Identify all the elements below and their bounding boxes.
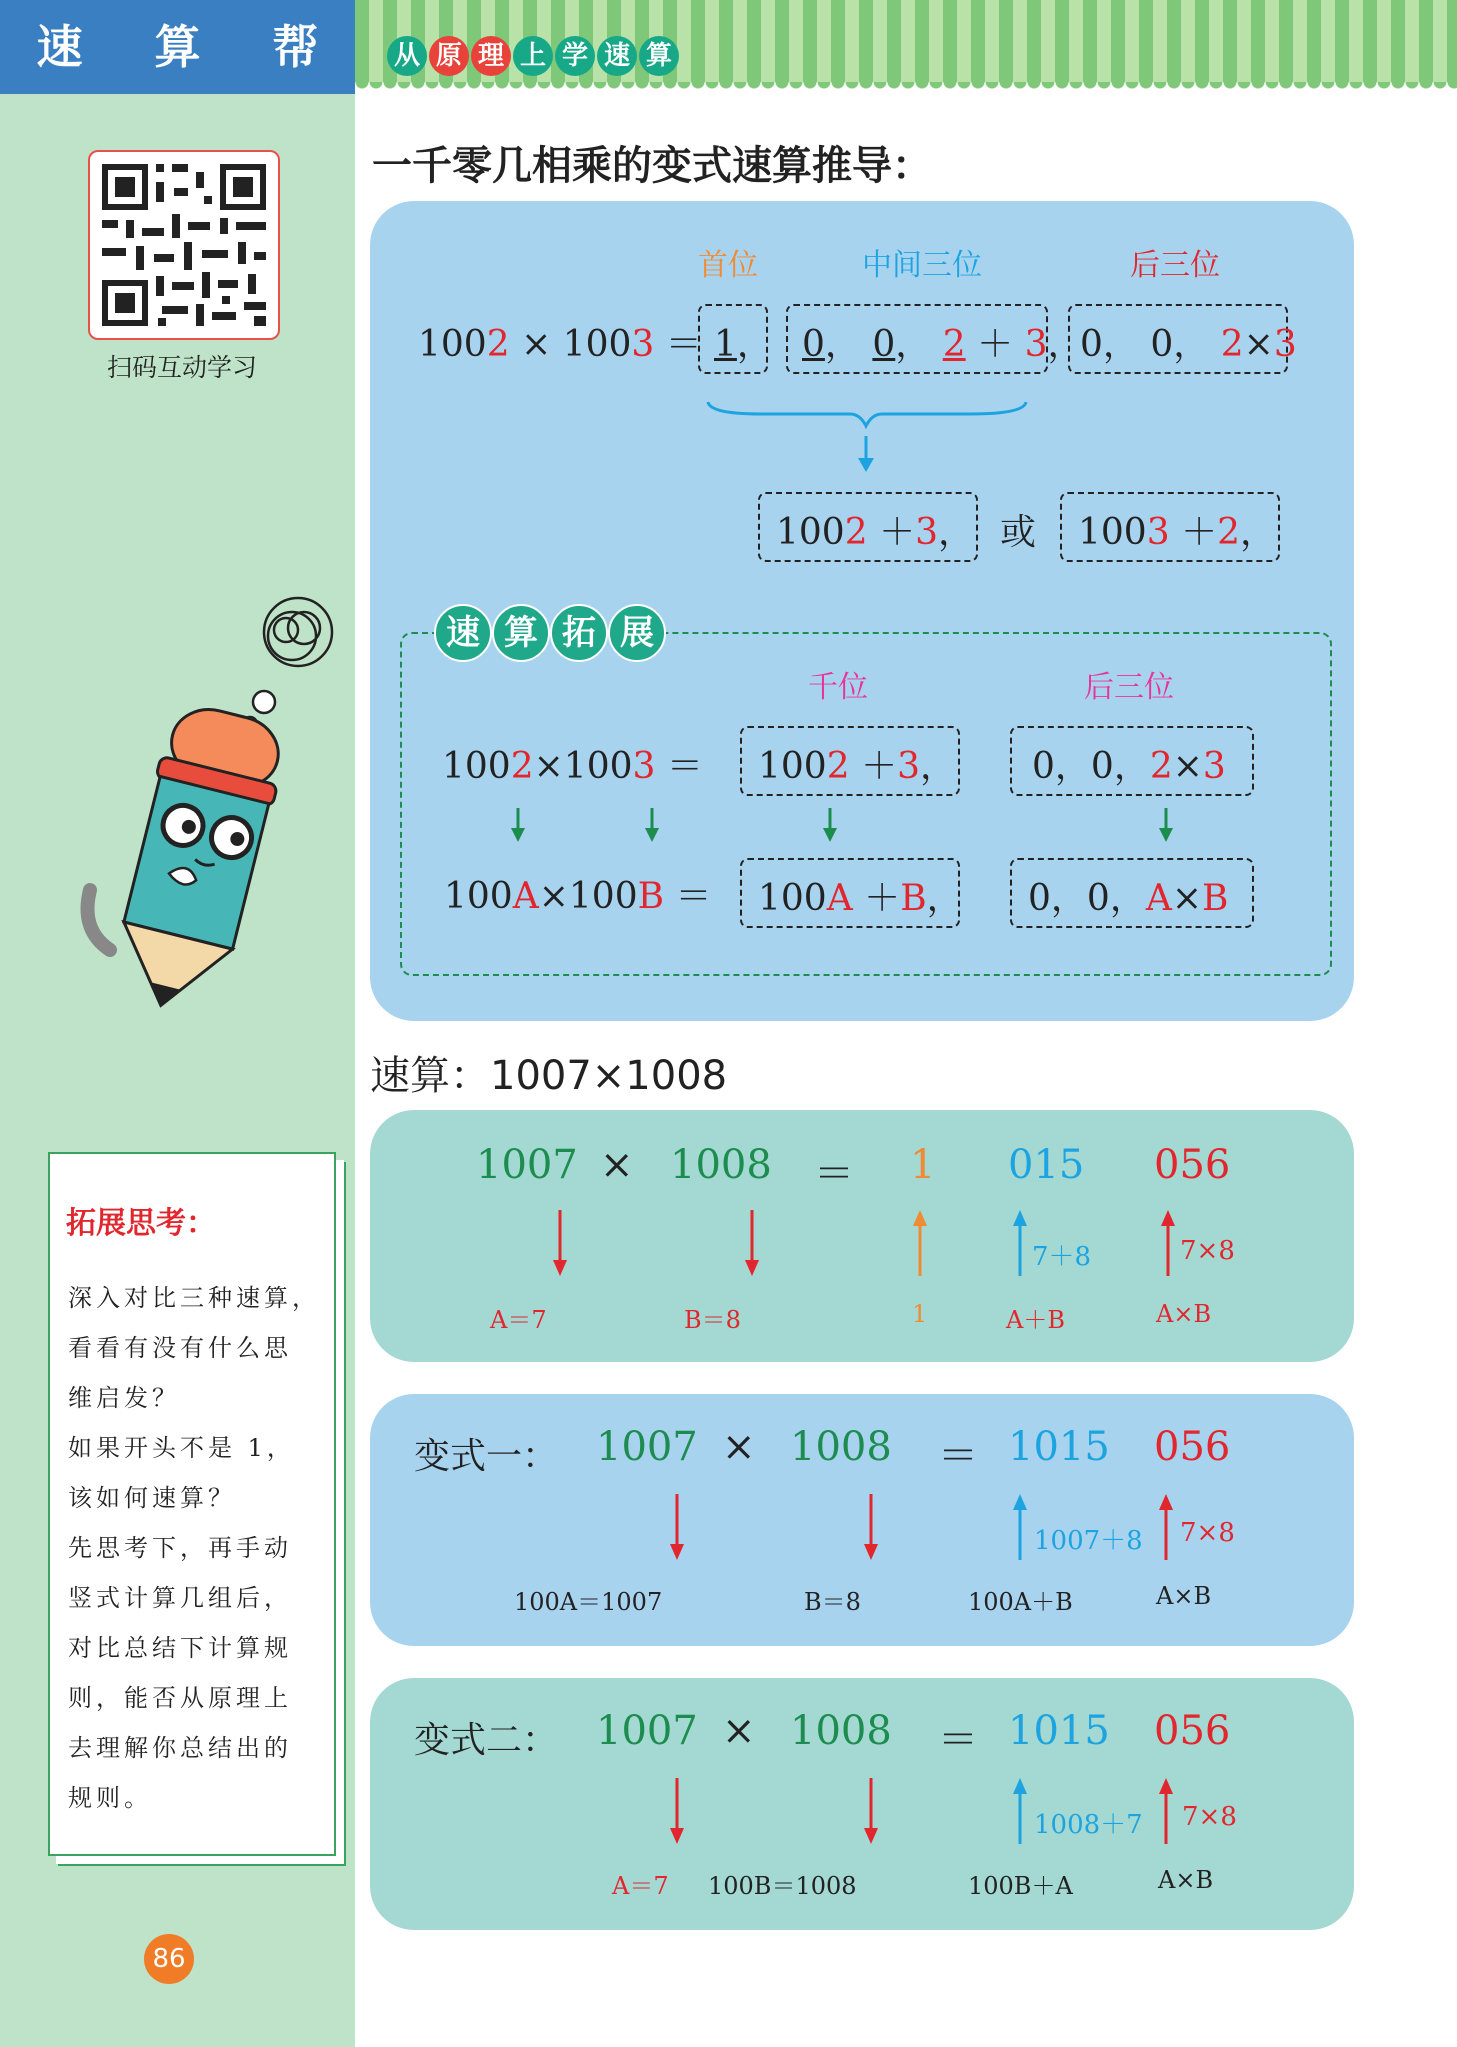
times-sign: × bbox=[533, 746, 564, 787]
a-prefix: 100 bbox=[444, 876, 513, 917]
v1-label-b: B＝8 bbox=[804, 1588, 861, 1616]
tip-line: 深入对比三种速算， bbox=[68, 1284, 320, 1312]
v1-r1: 1015 bbox=[1008, 1424, 1110, 1470]
tip-line: 先思考下，再手动 bbox=[68, 1534, 292, 1562]
a-digit: 2 bbox=[486, 324, 510, 365]
label-last-three: 后三位 bbox=[1084, 670, 1174, 705]
prefix: 100 bbox=[758, 746, 827, 787]
plus-sign: ＋ bbox=[864, 878, 901, 919]
qr-code-icon bbox=[90, 152, 278, 338]
variant2-label: 变式二： bbox=[414, 1720, 559, 1761]
digit: 2 bbox=[844, 512, 868, 553]
ext-row2-lhs bbox=[444, 868, 712, 919]
extension-badge bbox=[434, 604, 666, 662]
v2-times: × bbox=[722, 1708, 756, 1754]
v1-label-a: 100A＝1007 bbox=[514, 1588, 663, 1616]
equation-lhs bbox=[418, 316, 702, 367]
v1-note-r2: 7×8 bbox=[1180, 1518, 1235, 1548]
comma: ， bbox=[1047, 324, 1084, 365]
page-number: 86 bbox=[144, 1934, 194, 1984]
main-arrows-icon bbox=[540, 1206, 1240, 1286]
ext-row2-box2 bbox=[1010, 858, 1254, 928]
digit: 3 bbox=[897, 746, 920, 787]
tip-line: 该如何速算？ bbox=[68, 1484, 236, 1512]
times-sign: × bbox=[1172, 746, 1203, 787]
v2-label-a: A＝7 bbox=[612, 1872, 669, 1900]
prefix: 100 bbox=[758, 878, 827, 919]
b-prefix: 100 bbox=[563, 746, 633, 787]
digit: A bbox=[1145, 878, 1172, 919]
b-prefix: 100 bbox=[562, 324, 632, 365]
main-label-b: B＝8 bbox=[684, 1306, 741, 1334]
tip-line: 则，能否从原理上 bbox=[68, 1684, 292, 1712]
v2-r1: 1015 bbox=[1008, 1708, 1110, 1754]
tip-line: 规则。 bbox=[68, 1784, 152, 1812]
ext-row1-box1 bbox=[740, 726, 960, 796]
v2-r2: 056 bbox=[1154, 1708, 1231, 1754]
header-stripe-edge bbox=[355, 82, 1457, 96]
digit: 0 bbox=[872, 324, 896, 365]
comma: ， bbox=[920, 746, 957, 787]
comma: ， bbox=[1102, 324, 1139, 365]
v1-b: 1008 bbox=[790, 1424, 892, 1470]
main-r3: 056 bbox=[1154, 1142, 1231, 1188]
digit: 0 bbox=[1086, 878, 1110, 919]
main-b: 1008 bbox=[670, 1142, 772, 1188]
label-thousands: 千位 bbox=[808, 670, 868, 705]
main-r1: 1 bbox=[910, 1142, 936, 1188]
pencil-mascot-icon bbox=[70, 590, 360, 1030]
a-digit: A bbox=[512, 876, 539, 917]
times-sign: × bbox=[538, 876, 569, 917]
a-prefix: 100 bbox=[418, 324, 487, 365]
tip-line: 看看有没有什么思 bbox=[68, 1334, 292, 1362]
or-word: 或 bbox=[1000, 512, 1037, 553]
digit: 0 bbox=[1090, 746, 1114, 787]
tip-line: 对比总结下计算规 bbox=[68, 1634, 292, 1662]
times-sign: × bbox=[1171, 878, 1203, 919]
slogan-char: 学 bbox=[555, 36, 595, 76]
comma: ， bbox=[1113, 746, 1150, 787]
v2-note-r1: 1008＋7 bbox=[1034, 1810, 1143, 1840]
ext-row2-box1 bbox=[740, 858, 963, 928]
digit: 0 bbox=[802, 324, 825, 365]
v2-label-b: 100B＝1008 bbox=[708, 1872, 857, 1900]
badge-char: 速 bbox=[434, 604, 492, 662]
slogan bbox=[387, 36, 679, 80]
main-label-a: A＝7 bbox=[490, 1306, 547, 1334]
comma: ， bbox=[824, 324, 861, 365]
qr-code[interactable] bbox=[88, 150, 280, 340]
v1-equals: ＝ bbox=[938, 1433, 978, 1479]
badge-char: 拓 bbox=[550, 604, 608, 662]
alternative-box-2 bbox=[1060, 492, 1280, 562]
v2-note-r2: 7×8 bbox=[1182, 1802, 1237, 1832]
slogan-char: 理 bbox=[471, 36, 511, 76]
plus-sign: ＋ bbox=[879, 512, 916, 553]
slogan-char: 原 bbox=[429, 36, 469, 76]
main-label-2: A＋B bbox=[1006, 1306, 1065, 1334]
comma: ， bbox=[1173, 324, 1210, 365]
v2-a: 1007 bbox=[596, 1708, 698, 1754]
comma: ， bbox=[1109, 878, 1146, 919]
v1-r2: 056 bbox=[1154, 1424, 1231, 1470]
b-digit: 3 bbox=[632, 746, 656, 787]
digit: B bbox=[900, 878, 927, 919]
b-prefix: 100 bbox=[568, 876, 638, 917]
prefix: 100 bbox=[1078, 512, 1147, 553]
ext-row1-lhs bbox=[442, 738, 703, 789]
v1-label-1: 100A＋B bbox=[968, 1588, 1073, 1616]
comma: ， bbox=[926, 878, 963, 919]
digit: 3 bbox=[1024, 324, 1048, 365]
tip-title: 拓展思考： bbox=[66, 1206, 216, 1241]
comma: ， bbox=[1050, 878, 1087, 919]
tip-card bbox=[48, 1152, 336, 1856]
tip-line: 去理解你总结出的 bbox=[68, 1734, 292, 1762]
middle-digits-box bbox=[786, 304, 1084, 374]
alternative-box-1 bbox=[758, 492, 978, 562]
badge-char: 算 bbox=[492, 604, 550, 662]
comma: ， bbox=[1054, 746, 1091, 787]
slogan-char: 上 bbox=[513, 36, 553, 76]
equals-sign: ＝ bbox=[666, 746, 703, 787]
main-label-3: A×B bbox=[1156, 1300, 1212, 1328]
v2-label-1: 100B＋A bbox=[968, 1872, 1073, 1900]
first-digit-box bbox=[698, 304, 773, 374]
variant1-label: 变式一： bbox=[414, 1436, 559, 1477]
digit: 0 bbox=[1080, 324, 1103, 365]
digit: 2 bbox=[942, 324, 966, 365]
label-first-digit: 首位 bbox=[698, 248, 758, 283]
a-digit: 2 bbox=[510, 746, 534, 787]
plus-sign: ＋ bbox=[1181, 512, 1218, 553]
digit: 0 bbox=[1150, 324, 1174, 365]
v1-a: 1007 bbox=[596, 1424, 698, 1470]
a-prefix: 100 bbox=[442, 746, 511, 787]
digit: 2 bbox=[826, 746, 850, 787]
equals-sign: ＝ bbox=[675, 876, 712, 917]
brand-title: 速 算 帮 bbox=[0, 0, 355, 94]
badge-char: 展 bbox=[608, 604, 666, 662]
main-a: 1007 bbox=[476, 1142, 578, 1188]
comma: ， bbox=[895, 324, 932, 365]
digit: A bbox=[826, 878, 853, 919]
main-label-1: 1 bbox=[912, 1300, 928, 1328]
qr-label: 扫码互动学习 bbox=[106, 353, 257, 382]
digit: 3 bbox=[915, 512, 938, 553]
digit: 3 bbox=[1273, 324, 1297, 365]
times-sign: × bbox=[1243, 324, 1274, 365]
tip-line: 维启发？ bbox=[68, 1384, 180, 1412]
main-r2: 015 bbox=[1008, 1142, 1085, 1188]
ext-row1-box2 bbox=[1010, 726, 1254, 796]
plus-sign: ＋ bbox=[977, 324, 1014, 365]
digit: 0 bbox=[1028, 878, 1051, 919]
v2-equals: ＝ bbox=[938, 1717, 978, 1763]
digit: 2 bbox=[1220, 324, 1244, 365]
main-note-r3: 7×8 bbox=[1180, 1236, 1235, 1266]
digit: 2 bbox=[1217, 512, 1240, 553]
down-arrows-icon bbox=[500, 806, 1200, 846]
prefix: 100 bbox=[776, 512, 845, 553]
comma: ， bbox=[1240, 512, 1277, 553]
equals-sign: ＝ bbox=[665, 324, 702, 365]
slogan-char: 算 bbox=[639, 36, 679, 76]
tip-line: 竖式计算几组后， bbox=[68, 1584, 292, 1612]
b-digit: 3 bbox=[631, 324, 655, 365]
digit: 1 bbox=[714, 324, 737, 365]
digit: B bbox=[1202, 878, 1229, 919]
section2-title: 速算：1007×1008 bbox=[370, 1053, 728, 1099]
v1-times: × bbox=[722, 1424, 756, 1470]
main-times: × bbox=[600, 1142, 634, 1188]
comma: ， bbox=[736, 324, 773, 365]
digit: 2 bbox=[1149, 746, 1173, 787]
b-digit: B bbox=[637, 876, 665, 917]
digit: 3 bbox=[1146, 512, 1170, 553]
main-note-r2: 7＋8 bbox=[1032, 1242, 1092, 1272]
label-middle-digits: 中间三位 bbox=[862, 248, 982, 283]
v1-note-r1: 1007＋8 bbox=[1034, 1526, 1143, 1556]
slogan-char: 从 bbox=[387, 36, 427, 76]
times-sign: × bbox=[521, 324, 552, 365]
tip-line: 如果开头不是 1， bbox=[68, 1434, 295, 1462]
digit: 3 bbox=[1202, 746, 1226, 787]
last-digits-box bbox=[1068, 304, 1297, 374]
plus-sign: ＋ bbox=[861, 746, 898, 787]
main-equals: ＝ bbox=[814, 1151, 854, 1197]
slogan-char: 速 bbox=[597, 36, 637, 76]
v1-label-2: A×B bbox=[1156, 1582, 1212, 1610]
section1-title: 一千零几相乘的变式速算推导： bbox=[372, 143, 932, 189]
comma: ， bbox=[938, 512, 975, 553]
v2-b: 1008 bbox=[790, 1708, 892, 1754]
v2-label-2: A×B bbox=[1158, 1866, 1214, 1894]
label-last-digits: 后三位 bbox=[1130, 248, 1220, 283]
digit: 0 bbox=[1032, 746, 1055, 787]
brace-down-arrow-icon bbox=[700, 396, 1040, 476]
